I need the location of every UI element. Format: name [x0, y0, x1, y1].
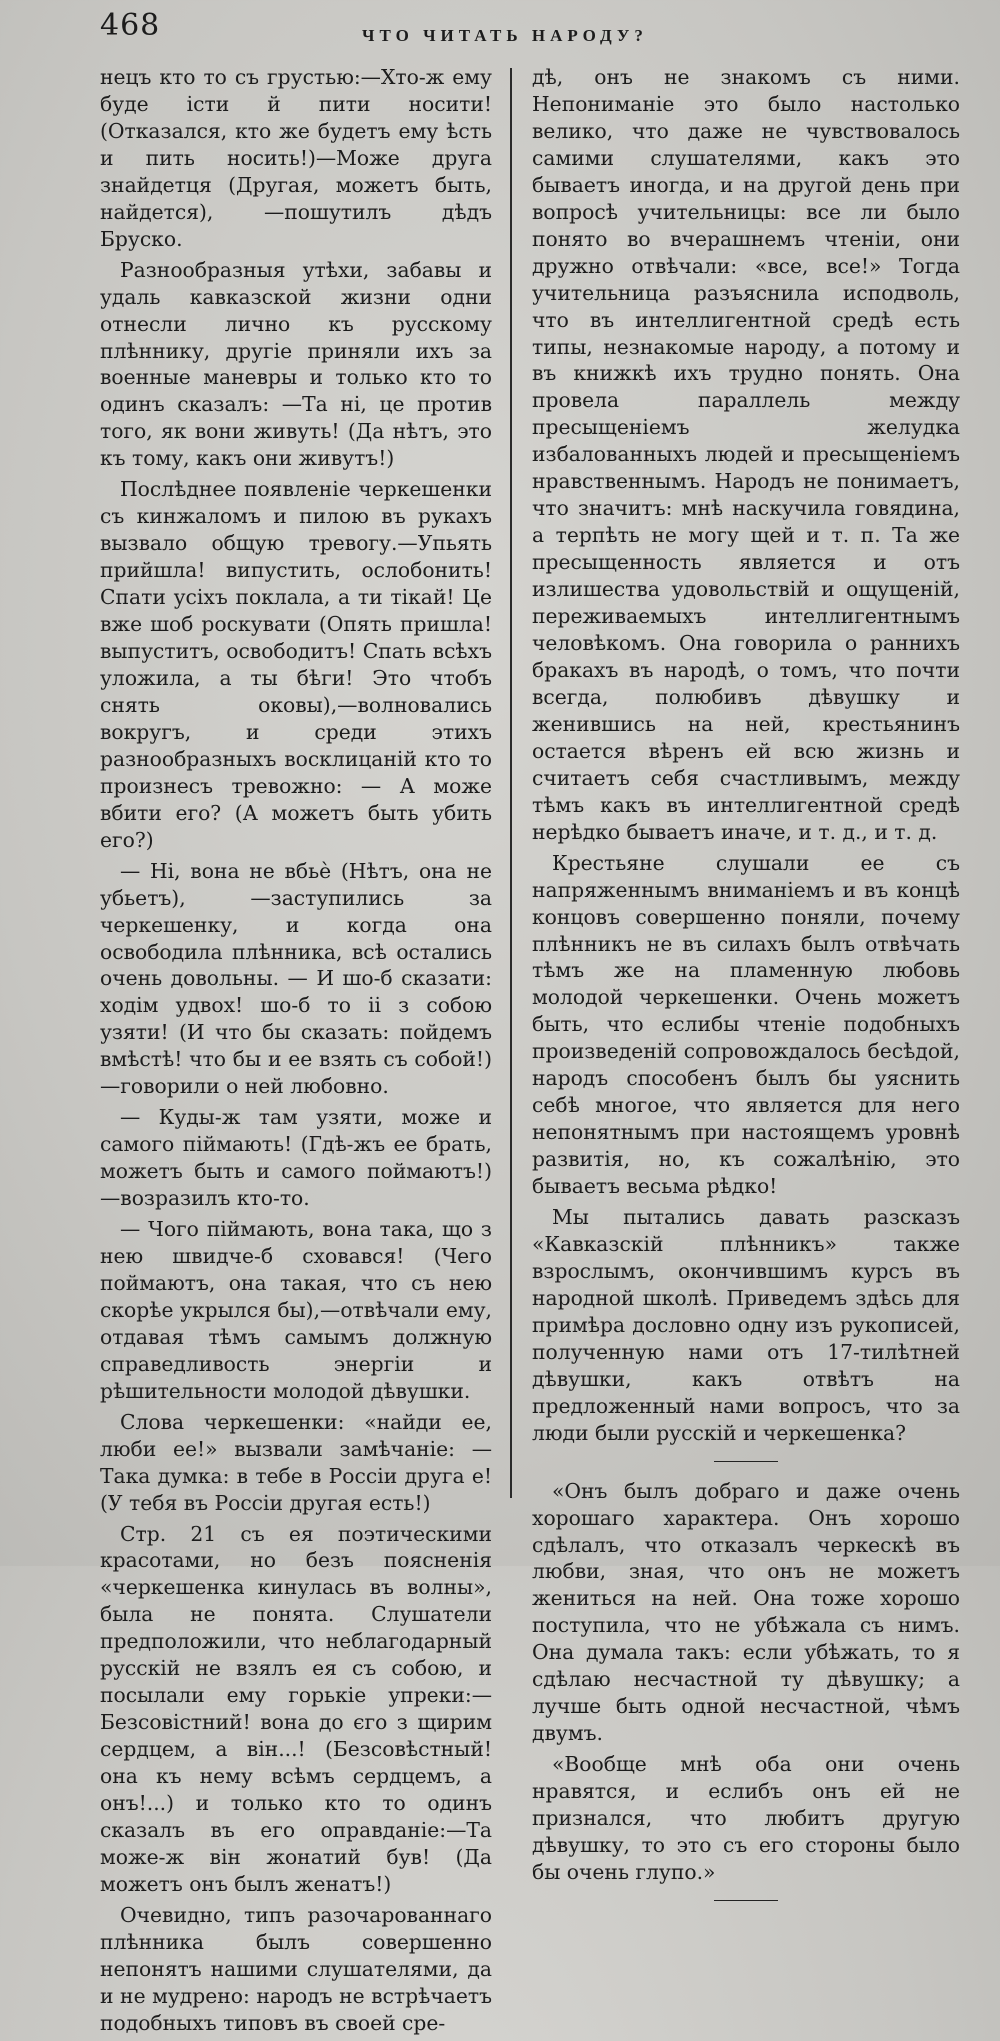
- quoted-paragraph: «Вообще мнѣ оба они очень нравятся, и еслибъ онъ ей не признался, что любитъ другую дѣвушку, то это съ его стороны было бы очень глупо.»: [532, 1752, 960, 1884]
- page-number: 468: [100, 8, 161, 43]
- paragraph: — Чого піймають, вона така, що з нею швидче-б сховався! (Чего поймаютъ, она такая, что съ нею скорѣе укрылся бы),—отвѣчали ему, отдавая тѣмъ самымъ должную справедливость энергіи и рѣшительности молодой дѣвушки.: [100, 1217, 492, 1403]
- paragraph: — Куды-ж там узяти, може и самого піймають! (Гдѣ-жъ ее брать, можетъ быть и самого поймаютъ!)—возразилъ кто-то.: [100, 1105, 492, 1211]
- paragraph: Крестьяне слушали ее съ напряженнымъ вниманіемъ и въ концѣ концовъ совершенно поняли, почему плѣнникъ не въ силахъ былъ отвѣчать тѣмъ же на пламенную любовь молодой черкешенки. Очень можетъ быть, что еслибы чтеніе подобныхъ произведеній сопровождалось бесѣдой, народъ способенъ былъ бы уяснить себѣ многое, что является для него непонятнымъ при настоящемъ уровнѣ развитія, но, къ сожалѣнію, это бываетъ весьма рѣдко!: [532, 850, 960, 1199]
- right-column: [532, 64, 960, 1917]
- paragraph: Стр. 21 съ ея поэтическими красотами, но безъ поясненія «черкешенка кинулась въ волны», была не понята. Слушатели предположили, что неблагодарный русскій не взялъ ея съ собою, и посылали ему горькіе упреки:—Безсовістний! вона до єго з щирим сердцем, а він...! (Безсовѣстный! она къ нему всѣмъ сердцемъ, а онъ!...) и только кто то одинъ сказалъ въ его оправданіе:—Та може-ж він жонатий був! (Да можетъ онъ былъ женатъ!): [100, 1521, 492, 1896]
- running-title: ЧТО ЧИТАТЬ НАРОДУ?: [362, 26, 648, 45]
- section-separator: [714, 1461, 778, 1462]
- paragraph: Очевидно, типъ разочарованнаго плѣнника былъ совершенно непонятъ нашими слушателями, да и не мудрено: народъ не встрѣчаетъ подобныхъ типовъ въ своей сре-: [100, 1902, 492, 2035]
- paragraph: Разнообразныя утѣхи, забавы и удаль кавказской жизни одни отнесли лично къ русскому плѣннику, другіе приняли ихъ за военные маневры и только кто то одинъ сказалъ: —Та ні, це против того, як вони живуть! (Да нѣтъ, это къ тому, какъ они живутъ!): [100, 257, 492, 471]
- quoted-paragraph: «Онъ былъ добраго и даже очень хорошаго характера. Онъ хорошо сдѣлалъ, что отказалъ черкескѣ въ любви, зная, что онъ не можетъ жениться на ней. Она тоже хорошо поступила, что не убѣжала съ нимъ. Она думала такъ: если убѣжать, то я сдѣлаю несчастной ту дѣвушку; а лучше быть одной несчастной, чѣмъ двумъ.: [532, 1478, 960, 1746]
- paragraph: дѣ, онъ не знакомъ съ ними. Непониманіе это было настолько велико, что даже не чувствовалось самими слушателями, какъ это бываетъ иногда, и на другой день при вопросѣ учительницы: все ли было понято во вчерашнемъ чтеніи, они дружно отвѣчали: «все, все!» Тогда учительница разъяснила исподволь, что въ интеллигентной средѣ есть типы, незнакомые народу, а потому и въ книжкѣ ихъ трудно понять. Она провела параллель между пресыщеніемъ желудка избалованныхъ людей и пресыщеніемъ нравственнымъ. Народъ не понимаетъ, что значитъ: мнѣ наскучила говядина, а терпѣть не могу щей и т. п. Та же пресыщенность является и отъ излишества удовольствій и ощущеній, переживаемыхъ интеллигентнымъ человѣкомъ. Она говорила о раннихъ бракахъ въ народѣ, о томъ, что почти всегда, полюбивъ дѣвушку и женившись на ней, крестьянинъ остается вѣренъ ей всю жизнь и считаетъ себя счастливымъ, между тѣмъ какъ въ интеллигентной средѣ нерѣдко бываетъ иначе, и т. д., и т. д.: [532, 65, 960, 844]
- left-column: [100, 64, 492, 2041]
- paragraph: Мы пытались давать разсказъ «Кавказскій плѣнникъ» также взрослымъ, окончившимъ курсъ въ народной школѣ. Приведемъ здѣсь для примѣра дословно одну изъ рукописей, полученную нами отъ 17-тилѣтней дѣвушки, какъ отвѣтъ на предложенный нами вопросъ, что за люди были русскій и черкешенка?: [532, 1205, 960, 1445]
- paragraph: нецъ кто то съ грустью:—Хто-ж ему буде істи й пити носити! (Отказался, кто же будетъ ему ѣсть и пить носить!)—Може друга знайдетця (Другая, можетъ быть, найдется), —пошутилъ дѣдъ Бруско.: [100, 65, 492, 251]
- paragraph: — Ні, вона не вбьѐ (Нѣтъ, она не убьетъ), —заступились за черкешенку, и когда она освободила плѣнника, всѣ остались очень довольны. — И шо-б сказати: ходім удвох! шо-б то іі з собою узяти! (И что бы сказать: пойдемъ вмѣстѣ! что бы и ее взять съ собой!) —говорили о ней любовно.: [100, 858, 492, 1099]
- paragraph: Послѣднее появленіе черкешенки съ кинжаломъ и пилою въ рукахъ вызвало общую тревогу.—Упьять прийшла! випустить, ослобонить! Спати усіхъ поклала, а ти тікай! Це вже шоб роскувати (Опять пришла! выпуститъ, освободитъ! Спать всѣхъ уложила, а ты бѣги! Это чтобъ снять оковы),—волновались вокругъ, и среди этихъ разнообразныхъ восклицаній кто то произнесъ тревожно: — А може вбити его? (А можетъ быть убить его?): [100, 477, 492, 852]
- paragraph: Слова черкешенки: «найди ее, люби ее!» вызвали замѣчаніе: — Така думка: в тебе в Россіи друга е! (У тебя въ Россіи другая есть!): [100, 1409, 492, 1515]
- page-header: [100, 8, 980, 58]
- end-separator: [714, 1900, 778, 1901]
- column-divider: [510, 68, 512, 1498]
